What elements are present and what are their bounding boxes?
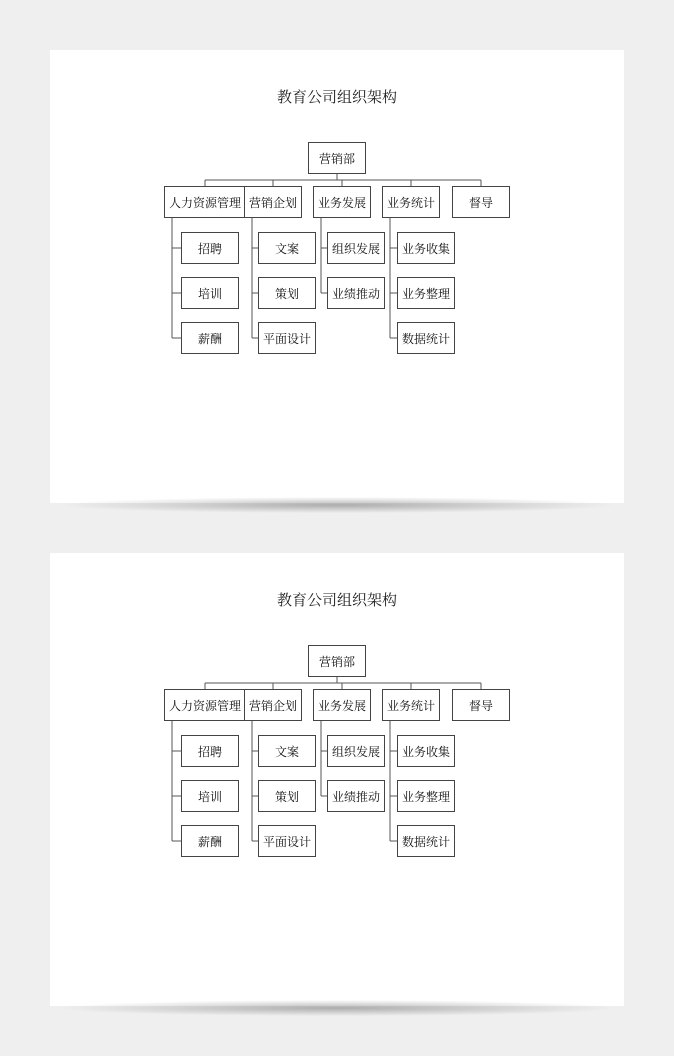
sub-department-node: 组织发展 xyxy=(327,735,385,767)
root-node: 营销部 xyxy=(308,645,366,677)
department-node: 督导 xyxy=(452,186,510,218)
sub-department-node: 薪酬 xyxy=(181,825,239,857)
department-node: 人力资源管理 xyxy=(164,186,246,218)
sub-department-node: 业务收集 xyxy=(397,735,455,767)
org-chart-page-2 xyxy=(50,553,624,1006)
department-node: 督导 xyxy=(452,689,510,721)
department-node: 营销企划 xyxy=(244,186,302,218)
sub-department-node: 文案 xyxy=(258,735,316,767)
sub-department-node: 文案 xyxy=(258,232,316,264)
sub-department-node: 数据统计 xyxy=(397,825,455,857)
sub-department-node: 平面设计 xyxy=(258,322,316,354)
sub-department-node: 招聘 xyxy=(181,232,239,264)
sub-department-node: 业绩推动 xyxy=(327,277,385,309)
sub-department-node: 招聘 xyxy=(181,735,239,767)
page-shadow xyxy=(62,1000,612,1016)
department-node: 业务发展 xyxy=(313,689,371,721)
sub-department-node: 薪酬 xyxy=(181,322,239,354)
sub-department-node: 培训 xyxy=(181,780,239,812)
sub-department-node: 策划 xyxy=(258,780,316,812)
sub-department-node: 业务收集 xyxy=(397,232,455,264)
department-node: 业务统计 xyxy=(382,186,440,218)
root-node: 营销部 xyxy=(308,142,366,174)
chart-title: 教育公司组织架构 xyxy=(276,591,397,609)
department-node: 营销企划 xyxy=(244,689,302,721)
chart-title: 教育公司组织架构 xyxy=(276,88,397,106)
sub-department-node: 业务整理 xyxy=(397,277,455,309)
org-chart-page-1 xyxy=(50,50,624,503)
sub-department-node: 策划 xyxy=(258,277,316,309)
sub-department-node: 数据统计 xyxy=(397,322,455,354)
sub-department-node: 业绩推动 xyxy=(327,780,385,812)
sub-department-node: 平面设计 xyxy=(258,825,316,857)
sub-department-node: 组织发展 xyxy=(327,232,385,264)
page-shadow xyxy=(62,497,612,513)
department-node: 人力资源管理 xyxy=(164,689,246,721)
sub-department-node: 业务整理 xyxy=(397,780,455,812)
department-node: 业务发展 xyxy=(313,186,371,218)
sub-department-node: 培训 xyxy=(181,277,239,309)
department-node: 业务统计 xyxy=(382,689,440,721)
